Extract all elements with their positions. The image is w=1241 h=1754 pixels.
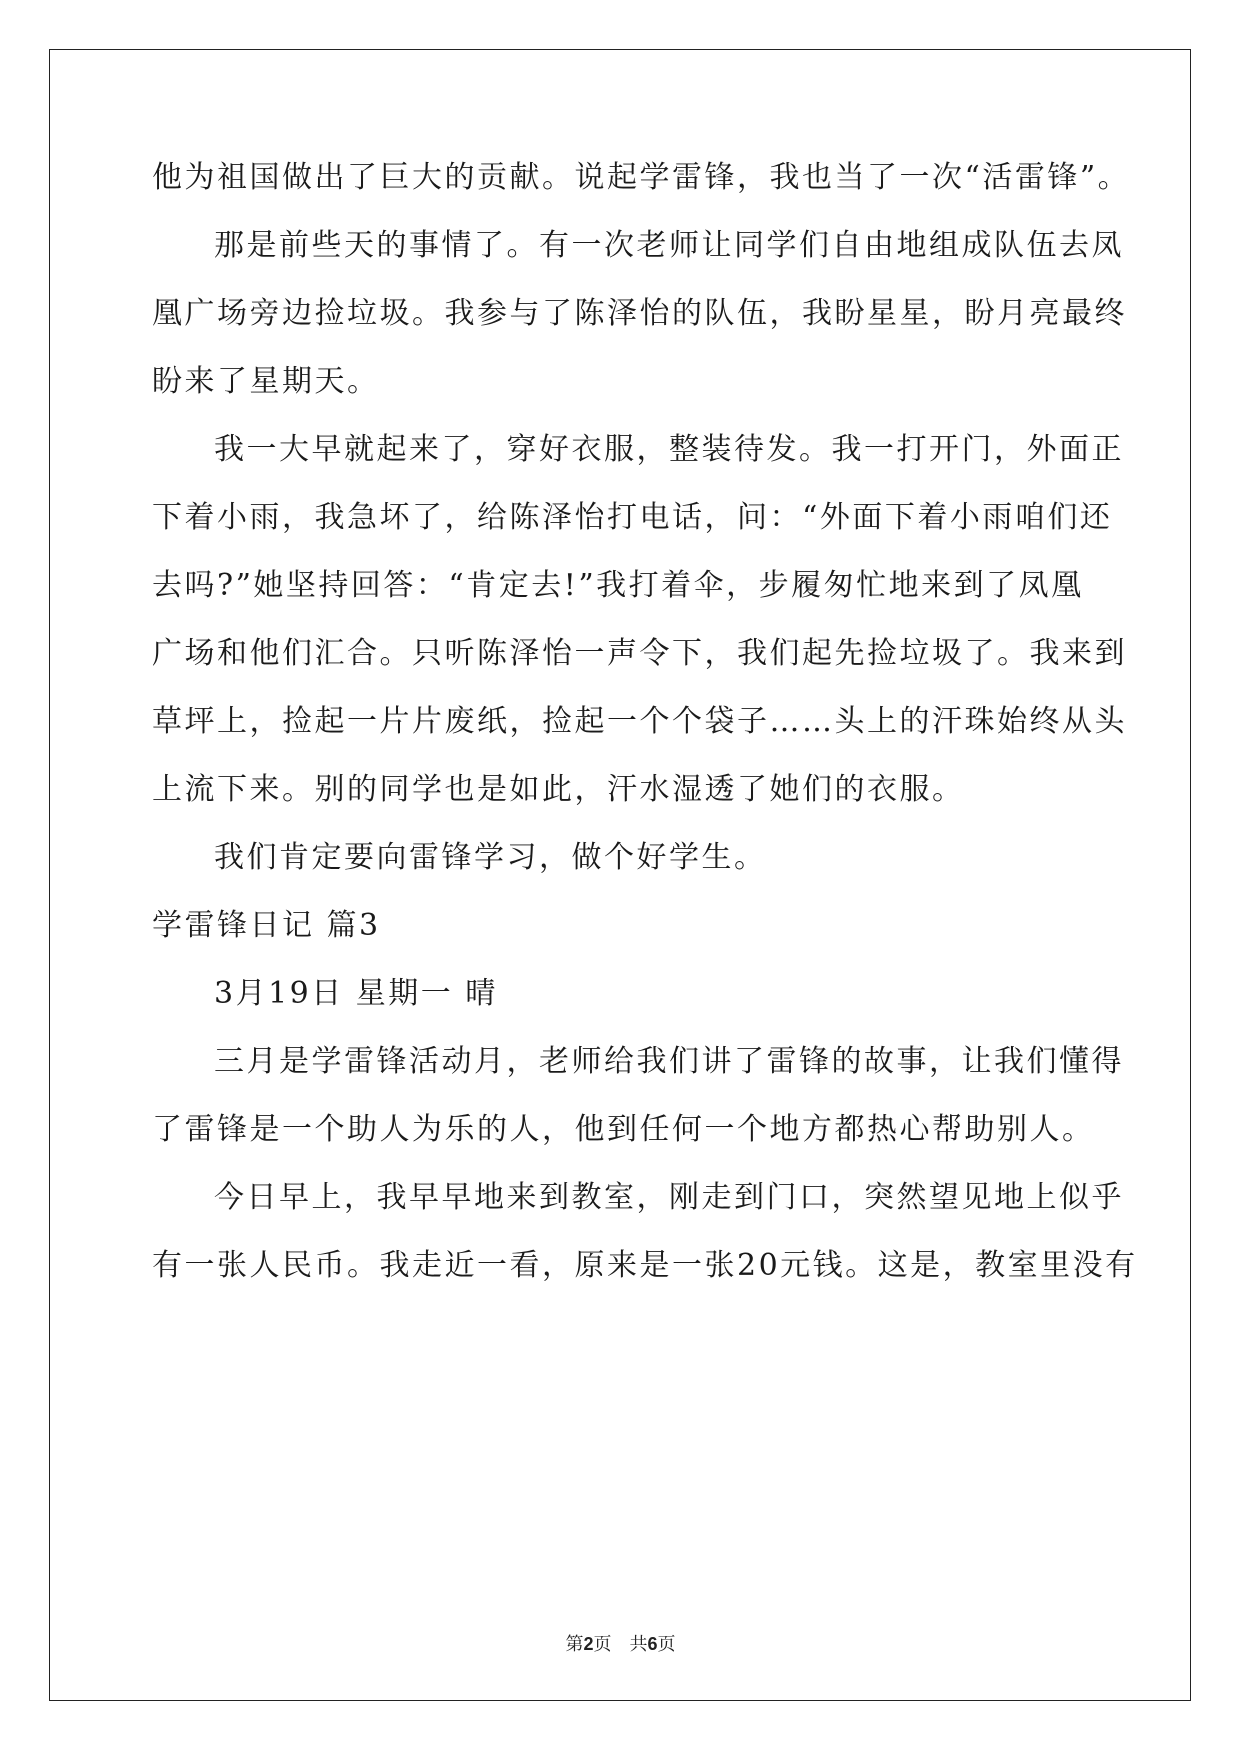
text-line: 草坪上，捡起一片片废纸，捡起一个个袋子……头上的汗珠始终从头 <box>152 704 1127 739</box>
text-line: 我们肯定要向雷锋学习，做个好学生。 <box>214 840 767 875</box>
text-line: 那是前些天的事情了。有一次老师让同学们自由地组成队伍去凤 <box>214 228 1124 263</box>
text-line: 去吗?”她坚持回答：“肯定去!”我打着伞，步履匆忙地来到了凤凰 <box>152 568 1084 603</box>
text-line: 盼来了星期天。 <box>152 364 380 399</box>
text-line: 今日早上，我早早地来到教室，刚走到门口，突然望见地上似乎 <box>214 1180 1124 1215</box>
footer-total-pages: 6 <box>647 1634 658 1654</box>
text-line: 广场和他们汇合。只听陈泽怡一声令下，我们起先捡垃圾了。我来到 <box>152 636 1127 671</box>
text-line: 他为祖国做出了巨大的贡献。说起学雷锋，我也当了一次“活雷锋”。 <box>152 160 1131 195</box>
footer-page-number: 2 <box>583 1634 594 1654</box>
text-line: 有一张人民币。我走近一看，原来是一张20元钱。这是，教室里没有 <box>152 1248 1138 1283</box>
text-line: 我一大早就起来了，穿好衣服，整装待发。我一打开门，外面正 <box>214 432 1124 467</box>
page-footer <box>0 1632 1241 1657</box>
footer-prefix: 第 <box>565 1634 584 1655</box>
text-line: 上流下来。别的同学也是如此，汗水湿透了她们的衣服。 <box>152 772 965 807</box>
text-line: 下着小雨，我急坏了，给陈泽怡打电话，问：“外面下着小雨咱们还 <box>152 500 1113 535</box>
footer-middle: 页 共 <box>593 1634 648 1655</box>
diary-date-line: 3月19日 星期一 晴 <box>214 976 498 1011</box>
section-heading: 学雷锋日记 篇3 <box>152 908 381 943</box>
text-line: 了雷锋是一个助人为乐的人，他到任何一个地方都热心帮助别人。 <box>152 1112 1095 1147</box>
text-line: 凰广场旁边捡垃圾。我参与了陈泽怡的队伍，我盼星星，盼月亮最终 <box>152 296 1127 331</box>
text-line: 三月是学雷锋活动月，老师给我们讲了雷锋的故事，让我们懂得 <box>214 1044 1124 1079</box>
footer-suffix: 页 <box>657 1634 676 1655</box>
